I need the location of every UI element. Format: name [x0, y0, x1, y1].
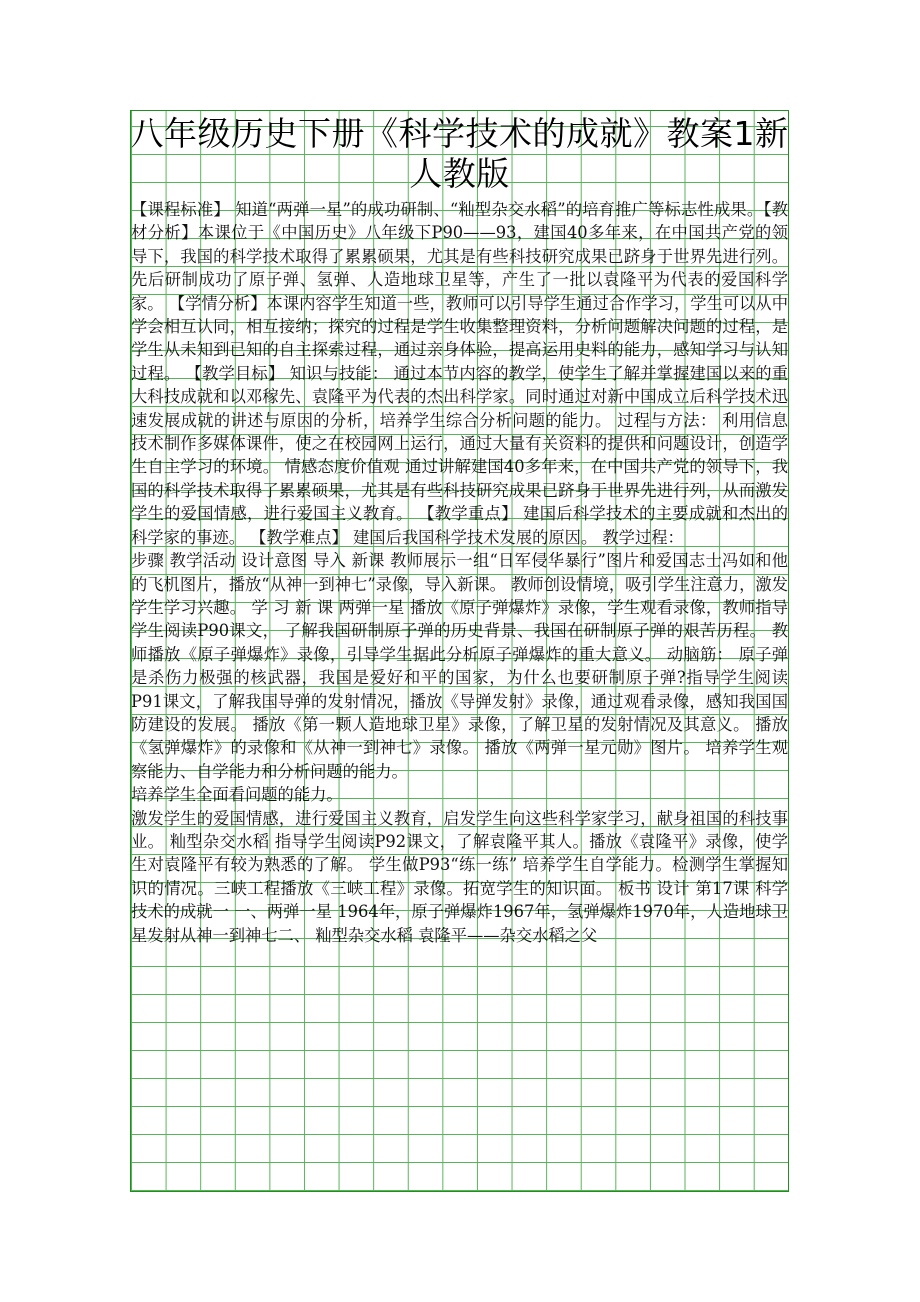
paragraph-patriotism-and-board: 激发学生的爱国情感，进行爱国主义教育，启发学生向这些科学家学习，献身祖国的科技事业。 籼型杂交水稻 指导学生阅读P92课文，了解袁隆平其人。播放《袁隆平》录像，使学生对袁隆平有较为熟悉的了解。 学生做P93“练一练” 培养学生自学能力。检测学生掌握知识的情况。三峡工程播放《三峡工程》录像。拓宽学生的知识面。 板书 设计 第17课 科学技术的成就一 一、两弹一星 1964年，原子弹爆炸1967年，氢弹爆炸1970年，人造地球卫星发射从神一到神七二、 籼型杂交水稻 袁隆平——杂交水稻之父 — [131, 808, 788, 945]
paragraph-course-overview: 【课程标准】 知道“两弹一星”的成功研制、“籼型杂交水稻”的培育推广等标志性成果。【教材分析】本课位于《中国历史》八年级下P90——93，建国40多年来，在中国共产党的领导下，我国的科学技术取得了累累硕果，尤其是有些科技研究成果已跻身于世界先进行列。先后研制成功了原子弹、氢弹、人造地球卫星等，产生了一批以袁隆平为代表的爱国科学家。 【学情分析】本课内容学生知道一些，教师可以引导学生通过合作学习，学生可以从中学会相互认同，相互接纳；探究的过程是学生收集整理资料，分析问题解决问题的过程，是学生从未知到已知的自主探索过程，通过亲身体验，提高运用史料的能力，感知学习与认知过程。 【教学目标】 知识与技能： 通过本节内容的教学，使学生了解并掌握建国以来的重大科技成就和以邓稼先、袁隆平为代表的杰出科学家。同时通过对新中国成立后科学技术迅速发展成就的讲述与原因的分析，培养学生综合分析问题的能力。 过程与方法： 利用信息技术制作多媒体课件，使之在校园网上运行，通过大量有关资料的提供和问题设计，创造学生自主学习的环境。 情感态度价值观 通过讲解建国40多年来，在中国共产党的领导下，我国的科学技术取得了累累硕果，尤其是有些科技研究成果已跻身于世界先进行列，从而激发学生的爱国情感，进行爱国主义教育。 【教学重点】 建国后科学技术的主要成就和杰出的科学家的事迹。 【教学难点】 建国后我国科学技术发展的原因。 教学过程： — [131, 200, 788, 547]
document-title: 八年级历史下册《科学技术的成就》教案1新人教版 — [130, 114, 789, 193]
document-body — [130, 198, 789, 947]
paragraph-teaching-process: 步骤 教学活动 设计意图 导入 新课 教师展示一组“日军侵华暴行”图片和爱国志士冯如和他的飞机图片，播放“从神一到神七”录像，导入新课。 教师创设情境，吸引学生注意力，激发学生学习兴趣。 学 习 新 课 两弹一星 播放《原子弹爆炸》录像，学生观看录像，教师指导学生阅读P90课文， 了解我国研制原子弹的历史背景、我国在研制原子弹的艰苦历程。 教师播放《原子弹爆炸》录像，引导学生据此分析原子弹爆炸的重大意义。 动脑筋： 原子弹是杀伤力极强的核武器，我国是爱好和平的国家，为什么也要研制原子弹?指导学生阅读P91课文，了解我国导弹的发射情况，播放《导弹发射》录像，通过观看录像，感知我国国防建设的发展。 播放《第一颗人造地球卫星》录像，了解卫星的发射情况及其意义。 播放《氢弹爆炸》的录像和《从神一到神七》录像。 播放《两弹一星元勋》图片。 培养学生观察能力、自学能力和分析问题的能力。 — [131, 551, 788, 781]
document-content — [130, 114, 789, 947]
paragraph-ability-goal: 培养学生全面看问题的能力。 — [131, 785, 343, 805]
